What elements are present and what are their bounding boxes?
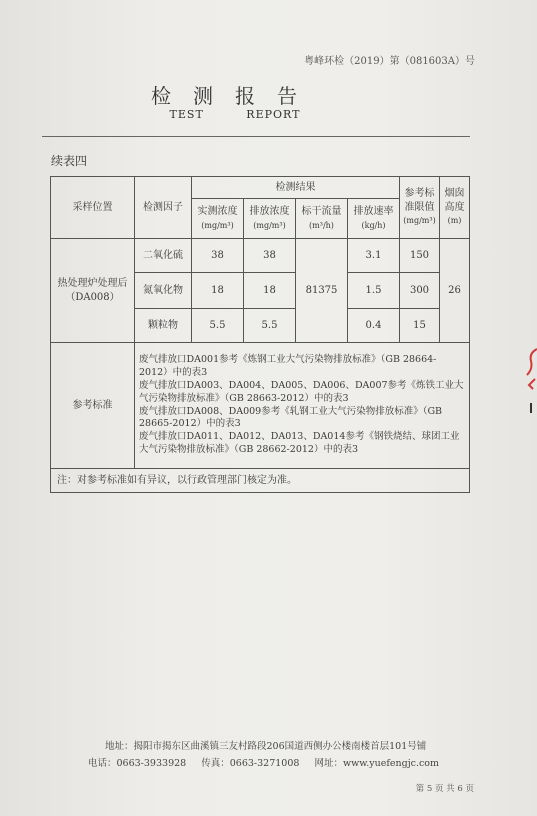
header-results: 检测结果 bbox=[192, 177, 400, 199]
footer-phone: 电话：0663-3933928 bbox=[88, 758, 187, 769]
limit-cell: 300 bbox=[400, 273, 440, 309]
standards-row bbox=[51, 343, 470, 469]
section-label: 续表四 bbox=[51, 154, 88, 168]
header-measured-unit: (mg/m³) bbox=[201, 220, 234, 230]
footer-address: 地址：揭阳市揭东区曲溪镇三友村路段206国道西侧办公楼南楼首层101号铺 bbox=[105, 741, 427, 752]
table-row bbox=[51, 239, 470, 273]
header-emission bbox=[244, 199, 296, 239]
emission-cell: 38 bbox=[244, 239, 296, 273]
rate-cell: 1.5 bbox=[348, 273, 400, 309]
header-limit bbox=[400, 177, 440, 239]
limit-cell: 150 bbox=[400, 239, 440, 273]
standard-item: 废气排放口DA001参考《炼钢工业大气污染物排放标准》（GB 28664-2012）中的表3 bbox=[139, 354, 437, 379]
table-header-row bbox=[51, 177, 470, 199]
header-limit-label: 参考标准限值 bbox=[404, 188, 435, 213]
report-number: 粤峰环检（2019）第（081603A）号 bbox=[304, 56, 475, 67]
factor-cell: 氮氧化物 bbox=[135, 273, 192, 309]
results-table bbox=[50, 176, 470, 493]
header-measured-label: 实测浓度 bbox=[197, 206, 238, 217]
header-rate-label: 排放速率 bbox=[353, 206, 394, 217]
header-height bbox=[440, 177, 470, 239]
measured-cell: 18 bbox=[192, 273, 244, 309]
header-emission-unit: (mg/m³) bbox=[253, 220, 286, 230]
header-height-unit: (m) bbox=[447, 216, 462, 226]
emission-cell: 18 bbox=[244, 273, 296, 309]
stamp-fragment bbox=[523, 345, 537, 415]
standard-item: 废气排放口DA008、DA009参考《轧钢工业大气污染物排放标准》（GB 28665-2012）中的表3 bbox=[139, 405, 443, 430]
location-code: （DA008） bbox=[65, 291, 120, 303]
rate-cell: 0.4 bbox=[348, 309, 400, 343]
measured-cell: 5.5 bbox=[192, 309, 244, 343]
header-factor: 检测因子 bbox=[135, 177, 192, 239]
header-rate bbox=[348, 199, 400, 239]
page-number: 第 5 页 共 6 页 bbox=[415, 784, 474, 794]
report-title-en: TEST REPORT bbox=[169, 108, 301, 121]
footer-contact bbox=[88, 755, 451, 769]
location-cell bbox=[51, 239, 135, 343]
footer-fax: 传真：0663-3271008 bbox=[201, 758, 300, 769]
note-row bbox=[51, 469, 470, 493]
location-name: 热处理炉处理后 bbox=[57, 278, 128, 289]
factor-cell: 二氧化硫 bbox=[135, 239, 192, 273]
header-measured bbox=[192, 199, 244, 239]
measured-cell: 38 bbox=[192, 239, 244, 273]
standards-text bbox=[135, 343, 470, 469]
header-location: 采样位置 bbox=[51, 177, 135, 239]
note-text: 注：对参考标准如有异议，以行政管理部门核定为准。 bbox=[51, 469, 470, 493]
footer-website: 网址：www.yuefengjc.com bbox=[314, 758, 440, 769]
standard-item: 废气排放口DA011、DA012、DA013、DA014参考《钢铁烧结、球团工业大气污染物排放标准》（GB 28662-2012）中的表3 bbox=[139, 431, 460, 455]
standard-item: 废气排放口DA003、DA004、DA005、DA006、DA007参考《炼铁工业大气污染物排放标准》（GB 28663-2012）中的表3 bbox=[139, 379, 464, 404]
header-limit-unit: (mg/m³) bbox=[403, 216, 436, 226]
header-flow-label: 标干流量 bbox=[301, 206, 342, 217]
emission-cell: 5.5 bbox=[244, 309, 296, 343]
header-flow bbox=[296, 199, 348, 239]
flow-cell: 81375 bbox=[296, 239, 348, 343]
height-cell: 26 bbox=[440, 239, 470, 343]
report-title-cn: 检测报告 bbox=[151, 84, 319, 108]
limit-cell: 15 bbox=[400, 309, 440, 343]
rate-cell: 3.1 bbox=[348, 239, 400, 273]
header-emission-label: 排放浓度 bbox=[249, 206, 290, 217]
header-height-label: 烟囱高度 bbox=[444, 188, 465, 213]
header-flow-unit: (m³/h) bbox=[309, 220, 334, 230]
header-rate-unit: (kg/h) bbox=[361, 220, 386, 230]
standards-label: 参考标准 bbox=[51, 343, 135, 469]
header-divider bbox=[42, 136, 470, 137]
factor-cell: 颗粒物 bbox=[135, 309, 192, 343]
